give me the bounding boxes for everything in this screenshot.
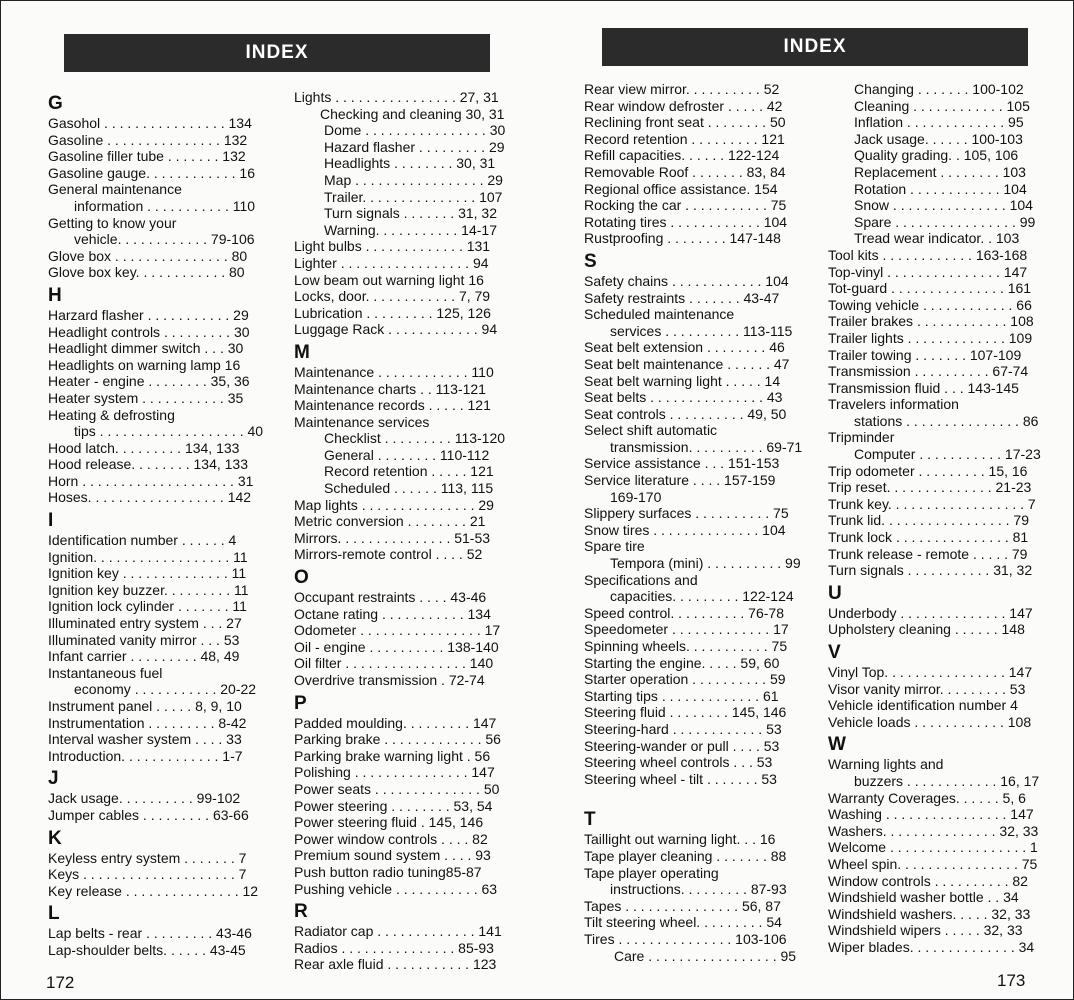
index-entry: Overdrive transmission . 72-74 <box>294 672 485 688</box>
index-entry: Trailer brakes . . . . . . . . . . . . 108 <box>828 313 1034 330</box>
index-entry: Gasoline . . . . . . . . . . . . . . . 132 <box>48 131 248 148</box>
index-entry: Computer . . . . . . . . . . . 17-23 <box>854 446 1041 463</box>
index-letter-heading: V <box>828 642 841 663</box>
index-entry: Spinning wheels. . . . . . . . . . . 75 <box>584 638 788 654</box>
index-letter-heading: I <box>48 510 54 532</box>
index-entry: Harzard flasher . . . . . . . . . . . 29 <box>48 306 249 323</box>
index-entry: Power steering fluid . 145, 146 <box>294 814 484 831</box>
index-letter-heading: T <box>584 809 596 831</box>
index-entry: Steering fluid . . . . . . . . 145, 146 <box>584 704 787 721</box>
index-entry: Cleaning . . . . . . . . . . . . 105 <box>854 97 1030 114</box>
index-entry: Keys . . . . . . . . . . . . . . . . . . . . 7 <box>48 866 247 883</box>
index-letter-heading: G <box>48 93 63 114</box>
index-entry: Odometer . . . . . . . . . . . . . . . . 17 <box>294 622 501 639</box>
index-entry: Rocking the car . . . . . . . . . . . 75 <box>584 197 787 214</box>
index-entry: Snow . . . . . . . . . . . . . . . 104 <box>854 197 1033 214</box>
index-entry: Lap-shoulder belts. . . . . . 43-45 <box>48 941 246 958</box>
index-entry: tips . . . . . . . . . . . . . . . . . . . 40 <box>74 423 264 440</box>
index-entry: transmission. . . . . . . . . . 69-71 <box>610 438 803 455</box>
index-entry: Interval washer system . . . . 33 <box>48 731 242 748</box>
index-entry: General maintenance <box>48 181 182 198</box>
index-entry: Wheel spin. . . . . . . . . . . . . . . . 75 <box>828 855 1038 872</box>
index-entry: Windshield washers. . . . . 32, 33 <box>828 905 1031 922</box>
index-entry: Inflation . . . . . . . . . . . . . 95 <box>854 114 1024 131</box>
index-letter-heading: K <box>48 827 62 849</box>
index-entry: Trailer towing . . . . . . . 107-109 <box>828 346 1022 363</box>
index-entry: Steering-wander or pull . . . . 53 <box>584 737 780 754</box>
section-gap <box>584 787 814 805</box>
index-entry: Luggage Rack . . . . . . . . . . . . 94 <box>294 321 498 338</box>
index-entry: Radios . . . . . . . . . . . . . . . 85-93 <box>294 939 494 956</box>
index-entry: Trip reset. . . . . . . . . . . . . . 21-23 <box>828 479 1032 496</box>
index-entry: Maintenance services <box>294 413 430 430</box>
index-entry: Trunk lock . . . . . . . . . . . . . . . 81 <box>828 529 1029 546</box>
index-entry: Hood latch. . . . . . . . . 134, 133 <box>48 439 240 456</box>
index-entry: Checklist . . . . . . . . . 113-120 <box>324 430 506 447</box>
index-entry: economy . . . . . . . . . . . 20-22 <box>74 681 257 698</box>
index-entry: Scheduled maintenance <box>584 306 735 323</box>
index-entry: Metric conversion . . . . . . . . 21 <box>294 513 486 530</box>
left-page-column-1 <box>48 89 278 959</box>
index-entry: Visor vanity mirror. . . . . . . . . 53 <box>828 680 1026 697</box>
index-entry: Checking and cleaning 30, 31 <box>320 105 505 122</box>
index-entry: Warning lights and <box>828 756 944 773</box>
index-entry: Spare . . . . . . . . . . . . . . . . 99 <box>854 213 1036 230</box>
index-entry: Rear axle fluid . . . . . . . . . . . 123 <box>294 956 497 973</box>
index-entry: Gasoline gauge. . . . . . . . . . . . 16 <box>48 164 255 181</box>
index-entry: Tape player operating <box>584 864 719 881</box>
index-entry: Windshield washer bottle . . 34 <box>828 889 1019 906</box>
index-entry: Lights . . . . . . . . . . . . . . . . 27, 31 <box>294 89 499 105</box>
index-entry: Oil filter . . . . . . . . . . . . . . . . 140 <box>294 655 494 672</box>
index-entry: Trailer lights . . . . . . . . . . . . . 109 <box>828 329 1033 346</box>
index-entry: Hood release. . . . . . . . 134, 133 <box>48 456 249 473</box>
index-entry: Vehicle loads . . . . . . . . . . . . 108 <box>828 713 1032 730</box>
index-entry: Warranty Coverages. . . . . . 5, 6 <box>828 789 1026 806</box>
index-entry: Headlights on warning lamp 16 <box>48 356 241 373</box>
index-entry: Seat belt warning light . . . . . 14 <box>584 372 781 389</box>
index-entry: Transmission . . . . . . . . . . 67-74 <box>828 363 1029 380</box>
index-entry: Horn . . . . . . . . . . . . . . . . . . . . 31 <box>48 472 254 489</box>
index-entry: Mirrors. . . . . . . . . . . . . . . 51-53 <box>294 529 491 546</box>
index-entry: Tool kits . . . . . . . . . . . . 163-168 <box>828 246 1028 263</box>
index-entry: Headlight controls . . . . . . . . . 30 <box>48 323 250 340</box>
index-letter-heading: M <box>294 341 310 363</box>
index-entry: Window controls . . . . . . . . . . 82 <box>828 872 1028 889</box>
index-entry: Maintenance charts . . 113-121 <box>294 380 486 397</box>
index-entry: information . . . . . . . . . . . 110 <box>74 197 256 214</box>
index-entry: Snow tires . . . . . . . . . . . . . . 104 <box>584 521 786 538</box>
index-entry: Tread wear indicator. . 103 <box>854 230 1020 247</box>
index-entry: Map . . . . . . . . . . . . . . . . . 29 <box>324 171 503 188</box>
index-entry: Refill capacities. . . . . . 122-124 <box>584 147 780 164</box>
index-entry: Heater system . . . . . . . . . . . 35 <box>48 389 244 406</box>
index-entry: Polishing . . . . . . . . . . . . . . . 147 <box>294 764 495 781</box>
index-entry: Getting to know your <box>48 214 177 231</box>
index-entry: Trip odometer . . . . . . . . . 15, 16 <box>828 462 1028 479</box>
index-entry: Slippery surfaces . . . . . . . . . . 75 <box>584 505 789 522</box>
index-entry: Seat belt extension . . . . . . . . 46 <box>584 339 785 356</box>
index-entry: Parking brake . . . . . . . . . . . . . 56 <box>294 731 501 748</box>
index-entry: Jumper cables . . . . . . . . . 63-66 <box>48 806 249 823</box>
index-entry: Jack usage. . . . . . 100-103 <box>854 130 1023 147</box>
index-entry: Lighter . . . . . . . . . . . . . . . . . 94 <box>294 254 489 271</box>
index-entry: Top-vinyl . . . . . . . . . . . . . . . 147 <box>828 263 1028 280</box>
index-entry: Select shift automatic <box>584 422 718 439</box>
index-entry: Replacement . . . . . . . . 103 <box>854 163 1026 180</box>
index-entry: Map lights . . . . . . . . . . . . . . . 29 <box>294 496 494 513</box>
index-entry: Push button radio tuning85-87 <box>294 863 482 880</box>
index-entry: Parking brake warning light . 56 <box>294 747 491 764</box>
index-entry: Taillight out warning light. . . 16 <box>584 831 776 848</box>
index-entry: General . . . . . . . . 110-112 <box>324 446 490 463</box>
index-entry: Washing . . . . . . . . . . . . . . . . 147 <box>828 806 1034 823</box>
index-letter-heading: R <box>294 901 308 923</box>
index-entry: Heater - engine . . . . . . . . 35, 36 <box>48 373 250 390</box>
index-entry: Turn signals . . . . . . . 31, 32 <box>324 205 498 222</box>
index-entry: Locks, door. . . . . . . . . . . . 7, 79 <box>294 288 491 305</box>
index-entry: Instrument panel . . . . . 8, 9, 10 <box>48 698 242 714</box>
index-entry: Regional office assistance. 154 <box>584 180 778 197</box>
index-entry: Power seats . . . . . . . . . . . . . . 50 <box>294 780 500 797</box>
index-entry: Windshield wipers . . . . . 32, 33 <box>828 922 1023 939</box>
index-entry: Steering-hard . . . . . . . . . . . . 53 <box>584 720 782 737</box>
index-entry: Glove box key. . . . . . . . . . . . 80 <box>48 264 245 281</box>
index-entry: Towing vehicle . . . . . . . . . . . . 66 <box>828 296 1032 313</box>
index-entry: Headlights . . . . . . . . 30, 31 <box>324 155 496 172</box>
left-index-banner: INDEX <box>64 34 490 72</box>
index-entry: Tires . . . . . . . . . . . . . . . 103-106 <box>584 930 787 947</box>
index-entry: instructions. . . . . . . . . 87-93 <box>610 881 787 898</box>
index-entry: Vinyl Top. . . . . . . . . . . . . . . . 147 <box>828 664 1033 680</box>
index-entry: Rear view mirror. . . . . . . . . . 52 <box>584 81 780 97</box>
index-entry: Lap belts - rear . . . . . . . . . 43-46 <box>48 925 252 942</box>
index-entry: Trunk lid. . . . . . . . . . . . . . . . . 79 <box>828 512 1029 529</box>
index-entry: Occupant restraints . . . . 43-46 <box>294 589 487 606</box>
index-entry: Specifications and <box>584 571 698 588</box>
index-entry: stations . . . . . . . . . . . . . . . 86 <box>854 412 1039 429</box>
index-entry: Wiper blades. . . . . . . . . . . . . . 34 <box>828 938 1035 955</box>
index-entry: Safety chains . . . . . . . . . . . . 104 <box>584 272 789 289</box>
index-entry: Removable Roof . . . . . . . 83, 84 <box>584 163 786 180</box>
index-entry: vehicle. . . . . . . . . . . . 79-106 <box>74 231 255 248</box>
index-entry: Steering wheel - tilt . . . . . . . 53 <box>584 770 777 787</box>
index-entry: Identification number . . . . . . 4 <box>48 532 237 549</box>
index-letter-heading: P <box>294 692 307 714</box>
index-entry: Transmission fluid . . . 143-145 <box>828 379 1019 396</box>
index-entry: Ignition. . . . . . . . . . . . . . . . . . 11 <box>48 548 248 565</box>
index-entry: Tilt steering wheel. . . . . . . . . 54 <box>584 914 782 931</box>
index-letter-heading: L <box>48 903 60 925</box>
index-entry: Mirrors-remote control . . . . 52 <box>294 546 483 563</box>
index-entry: Ignition key . . . . . . . . . . . . . . 11 <box>48 565 247 582</box>
index-entry: Safety restraints . . . . . . . 43-47 <box>584 289 780 306</box>
index-entry: Maintenance records . . . . . 121 <box>294 397 491 414</box>
index-entry: Instantaneous fuel <box>48 664 163 681</box>
index-entry: Keyless entry system . . . . . . . 7 <box>48 849 247 866</box>
index-letter-heading: H <box>48 284 62 306</box>
index-entry: Reclining front seat . . . . . . . . 50 <box>584 114 786 131</box>
index-entry: Speed control. . . . . . . . . . 76-78 <box>584 604 784 621</box>
index-entry: Gasoline filler tube . . . . . . . 132 <box>48 148 246 165</box>
index-entry: Power window controls . . . . 82 <box>294 830 488 847</box>
index-entry: Dome . . . . . . . . . . . . . . . . 30 <box>324 122 506 139</box>
index-entry: Premium sound system . . . . 93 <box>294 847 491 864</box>
index-entry: Introduction. . . . . . . . . . . . . 1-7 <box>48 747 243 764</box>
index-entry: Scheduled . . . . . . 113, 115 <box>324 480 494 497</box>
right-page-column-2 <box>828 81 1060 956</box>
index-letter-heading: S <box>584 250 597 272</box>
right-page-number: 173 <box>997 971 1026 990</box>
index-letter-heading: W <box>828 734 846 756</box>
index-entry: Pushing vehicle . . . . . . . . . . . 63 <box>294 880 498 897</box>
index-entry: Service assistance . . . 151-153 <box>584 455 780 472</box>
index-entry: Welcome . . . . . . . . . . . . . . . . . . 1 <box>828 839 1038 856</box>
index-entry: Trunk key. . . . . . . . . . . . . . . . . . 7 <box>828 495 1036 512</box>
index-entry: Rustproofing . . . . . . . . 147-148 <box>584 230 781 247</box>
index-entry: Travelers information <box>828 396 959 413</box>
index-entry: Heating & defrosting <box>48 406 175 423</box>
index-entry: Padded moulding. . . . . . . . . 147 <box>294 714 497 731</box>
index-entry: Illuminated vanity mirror . . . 53 <box>48 631 240 648</box>
index-entry: Service literature . . . . 157-159 <box>584 472 776 489</box>
index-entry: Seat controls . . . . . . . . . . 49, 50 <box>584 405 787 422</box>
index-entry: Gasohol . . . . . . . . . . . . . . . . 134 <box>48 115 252 131</box>
index-entry: buzzers . . . . . . . . . . . . 16, 17 <box>854 772 1040 789</box>
index-entry: Maintenance . . . . . . . . . . . . 110 <box>294 363 494 380</box>
index-entry: Steering wheel controls . . . 53 <box>584 754 773 771</box>
left-page-column-2 <box>294 89 524 973</box>
index-entry: capacities. . . . . . . . . 122-124 <box>610 588 794 605</box>
index-entry: Warning. . . . . . . . . . . 14-17 <box>324 221 497 238</box>
index-entry: Care . . . . . . . . . . . . . . . . . 95 <box>614 947 797 964</box>
index-entry: Trailer. . . . . . . . . . . . . . . 107 <box>324 188 503 205</box>
index-letter-heading: O <box>294 567 309 589</box>
index-entry: Light bulbs . . . . . . . . . . . . . 131 <box>294 238 491 255</box>
index-entry: Starting tips . . . . . . . . . . . . . 61 <box>584 687 779 704</box>
index-letter-heading: U <box>828 582 842 604</box>
index-entry: Tapes . . . . . . . . . . . . . . . 56, 87 <box>584 897 781 914</box>
index-entry: Rotation . . . . . . . . . . . . 104 <box>854 180 1027 197</box>
index-entry: Record retention . . . . . . . . . 121 <box>584 130 785 147</box>
index-entry: Washers. . . . . . . . . . . . . . . 32, 33 <box>828 822 1039 839</box>
index-entry: Instrumentation . . . . . . . . . 8-42 <box>48 714 247 731</box>
index-entry: Octane rating . . . . . . . . . . . 134 <box>294 605 491 622</box>
index-entry: Illuminated entry system . . . 27 <box>48 615 242 632</box>
left-page-number: 172 <box>46 973 75 992</box>
index-entry: 169-170 <box>610 488 662 505</box>
index-entry: Rotating tires . . . . . . . . . . . . 104 <box>584 213 788 230</box>
index-entry: Quality grading. . 105, 106 <box>854 147 1019 164</box>
index-entry: Turn signals . . . . . . . . . . . 31, 32 <box>828 562 1033 579</box>
index-entry: Jack usage. . . . . . . . . . 99-102 <box>48 790 241 807</box>
index-entry: Changing . . . . . . . 100-102 <box>854 81 1024 97</box>
index-entry: Spare tire <box>584 538 645 555</box>
index-entry: Seat belts . . . . . . . . . . . . . . . 43 <box>584 389 783 406</box>
index-entry: Headlight dimmer switch . . . 30 <box>48 340 244 357</box>
index-entry: Key release . . . . . . . . . . . . . . . 12 <box>48 882 259 899</box>
index-entry: Starter operation . . . . . . . . . . 59 <box>584 671 786 688</box>
index-entry: Ignition lock cylinder . . . . . . . 11 <box>48 598 247 615</box>
index-letter-heading: J <box>48 768 59 790</box>
index-entry: Underbody . . . . . . . . . . . . . . 147 <box>828 604 1033 621</box>
index-entry: Oil - engine . . . . . . . . . . 138-140 <box>294 638 499 655</box>
index-entry: Speedometer . . . . . . . . . . . . . 17 <box>584 621 789 638</box>
index-entry: Seat belt maintenance . . . . . . 47 <box>584 355 790 372</box>
index-entry: Power steering . . . . . . . . 53, 54 <box>294 797 493 814</box>
index-entry: Ignition key buzzer. . . . . . . . . 11 <box>48 581 249 598</box>
right-page-column-1 <box>584 81 814 964</box>
index-entry: Vehicle identification number 4 <box>828 697 1018 714</box>
index-entry: Lubrication . . . . . . . . . 125, 126 <box>294 304 491 321</box>
index-entry: Glove box . . . . . . . . . . . . . . . 80 <box>48 247 248 264</box>
index-entry: Hoses. . . . . . . . . . . . . . . . . . 142 <box>48 489 252 506</box>
index-entry: Tripminder <box>828 429 895 446</box>
index-entry: Hazard flasher . . . . . . . . . 29 <box>324 138 505 155</box>
index-entry: Infant carrier . . . . . . . . . 48, 49 <box>48 648 240 665</box>
index-entry: Tempora (mini) . . . . . . . . . . 99 <box>610 555 801 572</box>
index-entry: Low beam out warning light 16 <box>294 271 484 288</box>
index-entry: Tape player cleaning . . . . . . . 88 <box>584 847 787 864</box>
index-entry: Radiator cap . . . . . . . . . . . . . 141 <box>294 923 502 940</box>
index-entry: services . . . . . . . . . . 113-115 <box>610 322 793 339</box>
index-entry: Trunk release - remote . . . . . 79 <box>828 545 1028 562</box>
index-entry: Tot-guard . . . . . . . . . . . . . . . 161 <box>828 280 1032 297</box>
right-index-banner: INDEX <box>602 28 1028 66</box>
index-entry: Upholstery cleaning . . . . . . 148 <box>828 621 1025 638</box>
index-entry: Starting the engine. . . . . 59, 60 <box>584 654 780 671</box>
index-entry: Rear window defroster . . . . . 42 <box>584 97 783 114</box>
index-entry: Record retention . . . . . 121 <box>324 463 494 480</box>
